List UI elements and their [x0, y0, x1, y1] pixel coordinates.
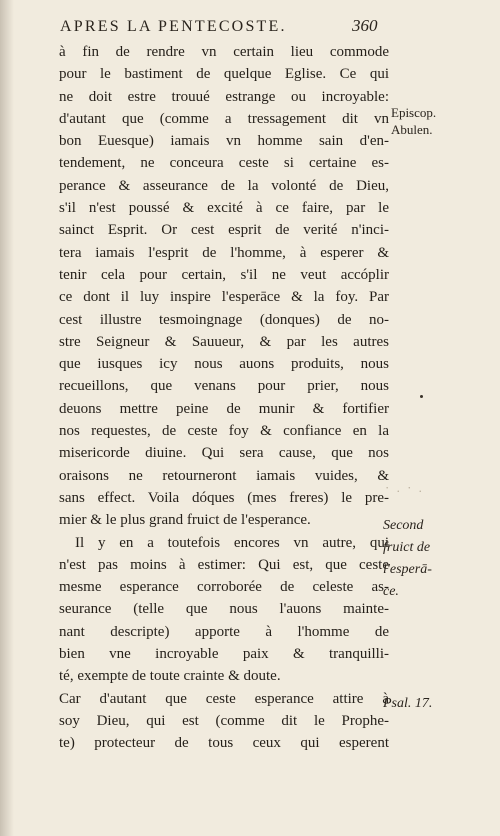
text-line: d'autant que (comme a tressagement dit vn [59, 110, 389, 127]
text-line: nant descripte) apporte à l'homme de [59, 623, 389, 640]
margin-note-ce: ce. [383, 584, 399, 599]
text-line: que iusques icy nous auons produits, nous [59, 356, 389, 373]
faint-mark: · . · . [385, 480, 424, 495]
text-line: Il y en a toutefois encores vn autre, qui [75, 534, 389, 551]
text-line: s'il n'est poussé & excité à ce faire, par le [59, 200, 389, 217]
text-line: mier & le plus grand fruict de l'esperance. [59, 512, 311, 529]
text-line: sainct Esprit. Or cest esprit de verité n'inci- [59, 222, 389, 239]
running-head: APRES LA PENTECOSTE. [60, 18, 287, 35]
text-line: oraisons ne retourneront iamais vuides, & [59, 467, 389, 484]
text-line: seurance (telle que nous l'auons mainte- [59, 601, 389, 618]
text-line: nos requestes, de ceste foy & confiance en la [59, 423, 389, 440]
text-line: misericorde diuine. Qui sera cause, que nos [59, 445, 389, 462]
text-line: té, exempte de toute crainte & doute. [59, 668, 281, 685]
text-line: ne doit estre trouué estrange ou incroyable: [59, 88, 389, 105]
text-line: bien vne incroyable paix & tranquilli- [59, 646, 389, 663]
margin-note-esperance: l'esperā- [383, 562, 432, 577]
text-line: bon Euesque) iamais vn homme sain d'en- [59, 133, 389, 150]
text-line: deuons mettre peine de munir & fortifier [59, 400, 389, 417]
text-line: ce dont il luy inspire l'esperāce & la foy. Par [59, 289, 389, 306]
margin-gloss-episcop [391, 104, 436, 138]
margin-note-psalm: Psal. 17. [383, 696, 433, 711]
text-line: Car d'autant que ceste esperance attire à [59, 690, 389, 707]
page-number: 360 [352, 16, 378, 35]
body-text [59, 41, 389, 755]
margin-note-fruict: fruict de [383, 540, 431, 555]
gloss-line: Abulen. [391, 122, 433, 137]
margin-note-second: Second [383, 518, 424, 533]
text-line: recueillons, que venans pour prier, nous [59, 378, 389, 395]
text-line: mesme esperance corroborée de celeste as- [59, 579, 389, 596]
text-line: soy Dieu, qui est (comme dit le Prophe- [59, 712, 389, 729]
text-line: perance & asseurance de la volonté de Dieu, [59, 177, 389, 194]
text-line: cest illustre tesmoingnage (donques) de no- [59, 311, 389, 328]
text-line: stre Seigneur & Sauueur, & par les autres [59, 333, 389, 350]
text-line: tera iamais l'esprit de l'homme, à esperer & [59, 244, 389, 261]
text-line: pour le bastiment de quelque Eglise. Ce qui [59, 66, 389, 83]
text-line: sans effect. Voila dóques (mes freres) le pre- [59, 489, 389, 506]
text-line: te) protecteur de tous ceux qui esperent [59, 735, 389, 752]
text-line: tenir cela pour certain, s'il ne veut accóplir [59, 266, 389, 283]
text-line: tendement, ne conceura ceste si certaine es- [59, 155, 389, 172]
ink-speck [420, 395, 423, 398]
text-line: n'est pas moins à estimer: Qui est, que ceste [59, 556, 389, 573]
text-line: à fin de rendre vn certain lieu commode [59, 44, 389, 60]
gloss-line: Episcop. [391, 105, 437, 120]
